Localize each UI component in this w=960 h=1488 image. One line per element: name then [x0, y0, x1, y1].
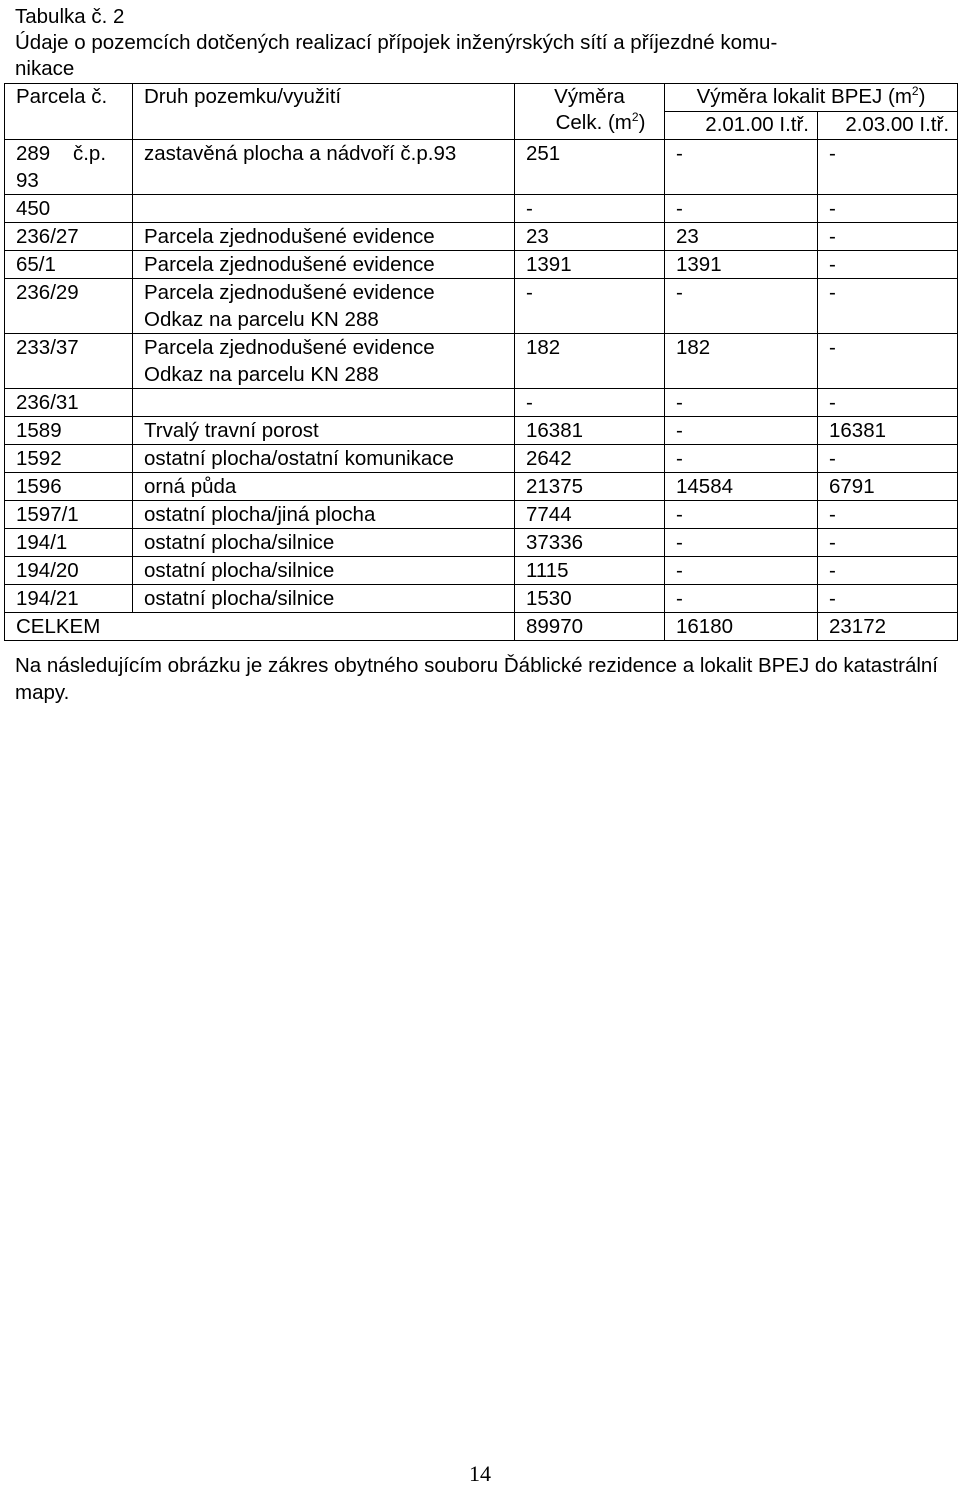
cell-bpej-203: - — [818, 140, 958, 195]
cell-bpej-203: - — [818, 389, 958, 417]
cell-bpej-203: - — [818, 223, 958, 251]
cell-bpej-201: - — [665, 501, 818, 529]
cell-total-sum: 89970 — [515, 613, 665, 641]
cell-bpej-201: - — [665, 445, 818, 473]
cell-parcel: 194/1 — [5, 529, 133, 557]
cell-use — [133, 279, 515, 334]
cell-bpej-201: - — [665, 140, 818, 195]
cell-use-text: ostatní plocha/silnice — [144, 531, 335, 554]
cell-total: - — [515, 389, 665, 417]
table-row — [5, 529, 958, 557]
cell-bpej-203: - — [818, 195, 958, 223]
header-parcel: Parcela č. — [5, 84, 133, 140]
cell-total: 1391 — [515, 251, 665, 279]
cell-parcel: 194/20 — [5, 557, 133, 585]
cell-bpej-203: - — [818, 585, 958, 613]
cell-total: 37336 — [515, 529, 665, 557]
cell-parcel: 236/27 — [5, 223, 133, 251]
header-use: Druh pozemku/využití — [133, 84, 515, 140]
cell-parcel: 65/1 — [5, 251, 133, 279]
cell-bpej-201: - — [665, 585, 818, 613]
body-paragraph: Na následujícím obrázku je zákres obytného souboru Ďáblické rezidence a lokalit BPEJ do katastrální mapy. — [15, 654, 938, 704]
cell-total: 1530 — [515, 585, 665, 613]
cell-parcel: 236/29 — [5, 279, 133, 334]
cell-total: 251 — [515, 140, 665, 195]
cell-parcel: 236/31 — [5, 389, 133, 417]
cell-parcel: 1589 — [5, 417, 133, 445]
table-row — [5, 557, 958, 585]
cell-use-note: Odkaz na parcelu KN 288 — [144, 363, 379, 386]
cell-bpej-201: - — [665, 389, 818, 417]
cell-bpej-201: 23 — [665, 223, 818, 251]
table-row — [5, 389, 958, 417]
cell-total: 21375 — [515, 473, 665, 501]
parcel-table — [4, 83, 958, 641]
table-title-line-1: Údaje o pozemcích dotčených realizací přípojek inženýrských sítí a příjezdné komu- — [15, 31, 778, 54]
cell-use-text: Parcela zjednodušené evidence — [144, 253, 435, 276]
cell-use — [133, 417, 515, 445]
cell-use — [133, 529, 515, 557]
cell-bpej-203: - — [818, 529, 958, 557]
cell-parcel: 289 č.p. 93 — [5, 140, 133, 195]
cell-use-text: Trvalý travní porost — [144, 419, 319, 442]
cell-total: - — [515, 279, 665, 334]
table-row — [5, 334, 958, 389]
cell-use — [133, 223, 515, 251]
cell-use — [133, 445, 515, 473]
cell-bpej-201: 1391 — [665, 251, 818, 279]
cell-use-text: Parcela zjednodušené evidence — [144, 225, 435, 248]
cell-total-bpej-201: 16180 — [665, 613, 818, 641]
header-bpej-203: 2.03.00 I.tř. — [818, 112, 958, 140]
cell-total-label: CELKEM — [5, 613, 515, 641]
table-title-line-2: nikace — [15, 57, 75, 80]
cell-use — [133, 389, 515, 417]
cell-bpej-203: - — [818, 334, 958, 389]
cell-use-text: Parcela zjednodušené evidence — [144, 281, 435, 304]
header-bpej-201: 2.01.00 I.tř. — [665, 112, 818, 140]
cell-bpej-201: - — [665, 279, 818, 334]
page-number: 14 — [469, 1461, 491, 1486]
cell-bpej-203: - — [818, 445, 958, 473]
cell-total: 1115 — [515, 557, 665, 585]
cell-use — [133, 334, 515, 389]
cell-use-text: ostatní plocha/silnice — [144, 587, 335, 610]
cell-use — [133, 585, 515, 613]
cell-bpej-201: - — [665, 195, 818, 223]
header-bpej: Výměra lokalit BPEJ $(m^2)$ — [665, 84, 958, 112]
cell-bpej-201: 182 — [665, 334, 818, 389]
cell-bpej-201: - — [665, 557, 818, 585]
cell-bpej-203: 6791 — [818, 473, 958, 501]
cell-total-bpej-203: 23172 — [818, 613, 958, 641]
table-row — [5, 223, 958, 251]
table-row — [5, 417, 958, 445]
header-area-total: Výměra Celk. $(m^2)$ — [515, 84, 665, 140]
cell-use-text: ostatní plocha/ostatní komunikace — [144, 447, 454, 470]
cell-bpej-203: - — [818, 501, 958, 529]
cell-total: 16381 — [515, 417, 665, 445]
table-row — [5, 251, 958, 279]
cell-bpej-201: - — [665, 529, 818, 557]
cell-use — [133, 473, 515, 501]
cell-parcel: 450 — [5, 195, 133, 223]
table-row — [5, 445, 958, 473]
cell-bpej-201: - — [665, 417, 818, 445]
table-number: Tabulka č. 2 — [15, 5, 125, 28]
cell-total: 182 — [515, 334, 665, 389]
cell-bpej-203: - — [818, 279, 958, 334]
cell-use — [133, 557, 515, 585]
cell-total: 7744 — [515, 501, 665, 529]
cell-use-text: ostatní plocha/jiná plocha — [144, 503, 376, 526]
cell-use-text: ostatní plocha/silnice — [144, 559, 335, 582]
table-row — [5, 473, 958, 501]
cell-use — [133, 251, 515, 279]
cell-parcel: 233/37 — [5, 334, 133, 389]
cell-use — [133, 140, 515, 195]
table-row — [5, 279, 958, 334]
cell-total: 2642 — [515, 445, 665, 473]
table-total-row — [5, 613, 958, 641]
cell-parcel: 194/21 — [5, 585, 133, 613]
table-header-row-1 — [5, 84, 958, 112]
cell-parcel: 1592 — [5, 445, 133, 473]
table-row — [5, 585, 958, 613]
cell-use-text: Parcela zjednodušené evidence — [144, 336, 435, 359]
cell-bpej-201: 14584 — [665, 473, 818, 501]
cell-use-text: orná půda — [144, 475, 237, 498]
table-row — [5, 195, 958, 223]
cell-total: 23 — [515, 223, 665, 251]
cell-use-text: zastavěná plocha a nádvoří č.p.93 — [144, 142, 457, 165]
cell-use-note: Odkaz na parcelu KN 288 — [144, 308, 379, 331]
cell-use — [133, 195, 515, 223]
cell-total: - — [515, 195, 665, 223]
table-row — [5, 501, 958, 529]
cell-parcel: 1596 — [5, 473, 133, 501]
cell-bpej-203: 16381 — [818, 417, 958, 445]
cell-bpej-203: - — [818, 557, 958, 585]
table-row — [5, 140, 958, 195]
cell-bpej-203: - — [818, 251, 958, 279]
cell-use — [133, 501, 515, 529]
cell-parcel: 1597/1 — [5, 501, 133, 529]
